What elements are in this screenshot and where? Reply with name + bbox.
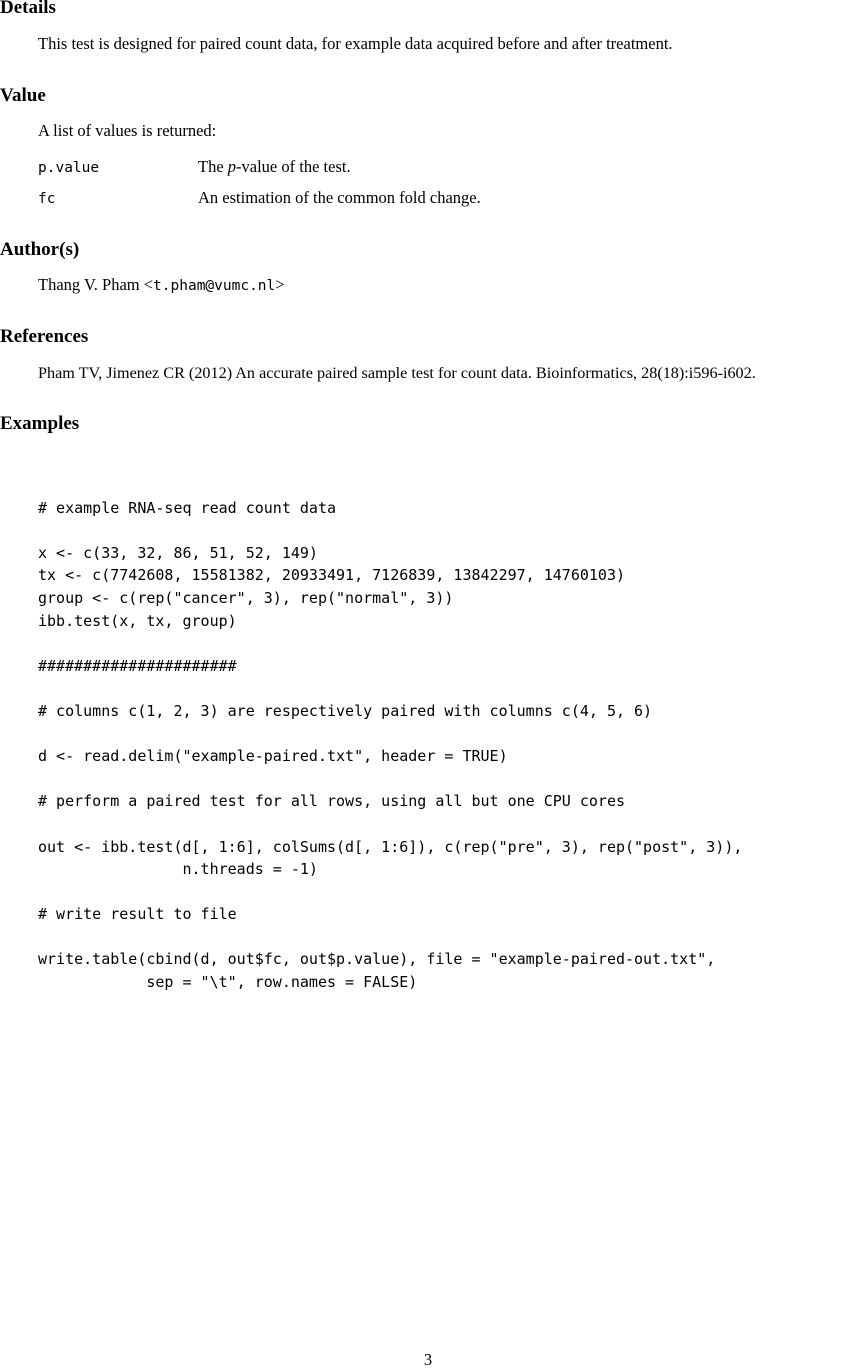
- author-line: [38, 275, 285, 296]
- code-line: # perform a paired test for all rows, using all but one CPU cores: [38, 792, 625, 811]
- examples-heading: Examples: [0, 413, 80, 434]
- author-email: t.pham@vumc.nl: [153, 278, 276, 294]
- code-line: [38, 881, 848, 904]
- code-line: sep = "\t", row.names = FALSE): [38, 973, 418, 992]
- code-line: # write result to file: [38, 905, 237, 924]
- code-line: out <- ibb.test(d[, 1:6], colSums(d[, 1:6]), c(rep("pre", 3), rep("post", 3)),: [38, 837, 743, 856]
- code-line: [38, 632, 848, 655]
- code-line: # example RNA-seq read count data: [38, 498, 337, 517]
- code-line: ######################: [38, 656, 237, 675]
- code-line: # columns c(1, 2, 3) are respectively paired with columns c(4, 5, 6): [38, 701, 653, 720]
- code-line: write.table(cbind(d, out$fc, out$p.value), file = "example-paired-out.txt",: [38, 950, 716, 969]
- references-text: Pham TV, Jimenez CR (2012) An accurate paired sample test for count data. Bioinformatics, 28(18):i596-i602.: [38, 364, 756, 382]
- code-line: [38, 926, 848, 949]
- details-heading: Details: [0, 0, 56, 18]
- examples-code-block: [38, 474, 848, 994]
- value-item-desc: An estimation of the common fold change.: [198, 188, 481, 207]
- code-line: [38, 519, 848, 542]
- references-heading: References: [0, 326, 89, 347]
- code-line: [38, 474, 848, 497]
- value-heading: Value: [0, 85, 46, 106]
- code-line: n.threads = -1): [38, 860, 318, 879]
- code-line: [38, 677, 848, 700]
- code-line: ibb.test(x, tx, group): [38, 611, 237, 630]
- value-item-fc: [38, 188, 838, 208]
- value-item-name: p.value: [38, 160, 100, 176]
- page-number: 3: [423, 1350, 433, 1369]
- value-item-name: fc: [38, 191, 56, 207]
- details-text: This test is designed for paired count data, for example data acquired before and after treatment.: [38, 34, 673, 53]
- code-line: d <- read.delim("example-paired.txt", header = TRUE): [38, 747, 508, 766]
- author-email-close: >: [275, 275, 285, 294]
- code-line: tx <- c(7742608, 15581382, 20933491, 7126839, 13842297, 14760103): [38, 566, 625, 585]
- value-item-p-value: [38, 157, 838, 177]
- code-line: [38, 723, 848, 746]
- code-line: [38, 768, 848, 791]
- value-item-desc: The p-value of the test.: [198, 157, 351, 176]
- value-intro: A list of values is returned:: [38, 121, 217, 140]
- code-line: [38, 813, 848, 836]
- author-heading: Author(s): [0, 239, 80, 260]
- code-line: group <- c(rep("cancer", 3), rep("normal", 3)): [38, 588, 454, 607]
- code-line: x <- c(33, 32, 86, 51, 52, 149): [38, 543, 318, 562]
- author-name: Thang V. Pham <: [38, 275, 154, 294]
